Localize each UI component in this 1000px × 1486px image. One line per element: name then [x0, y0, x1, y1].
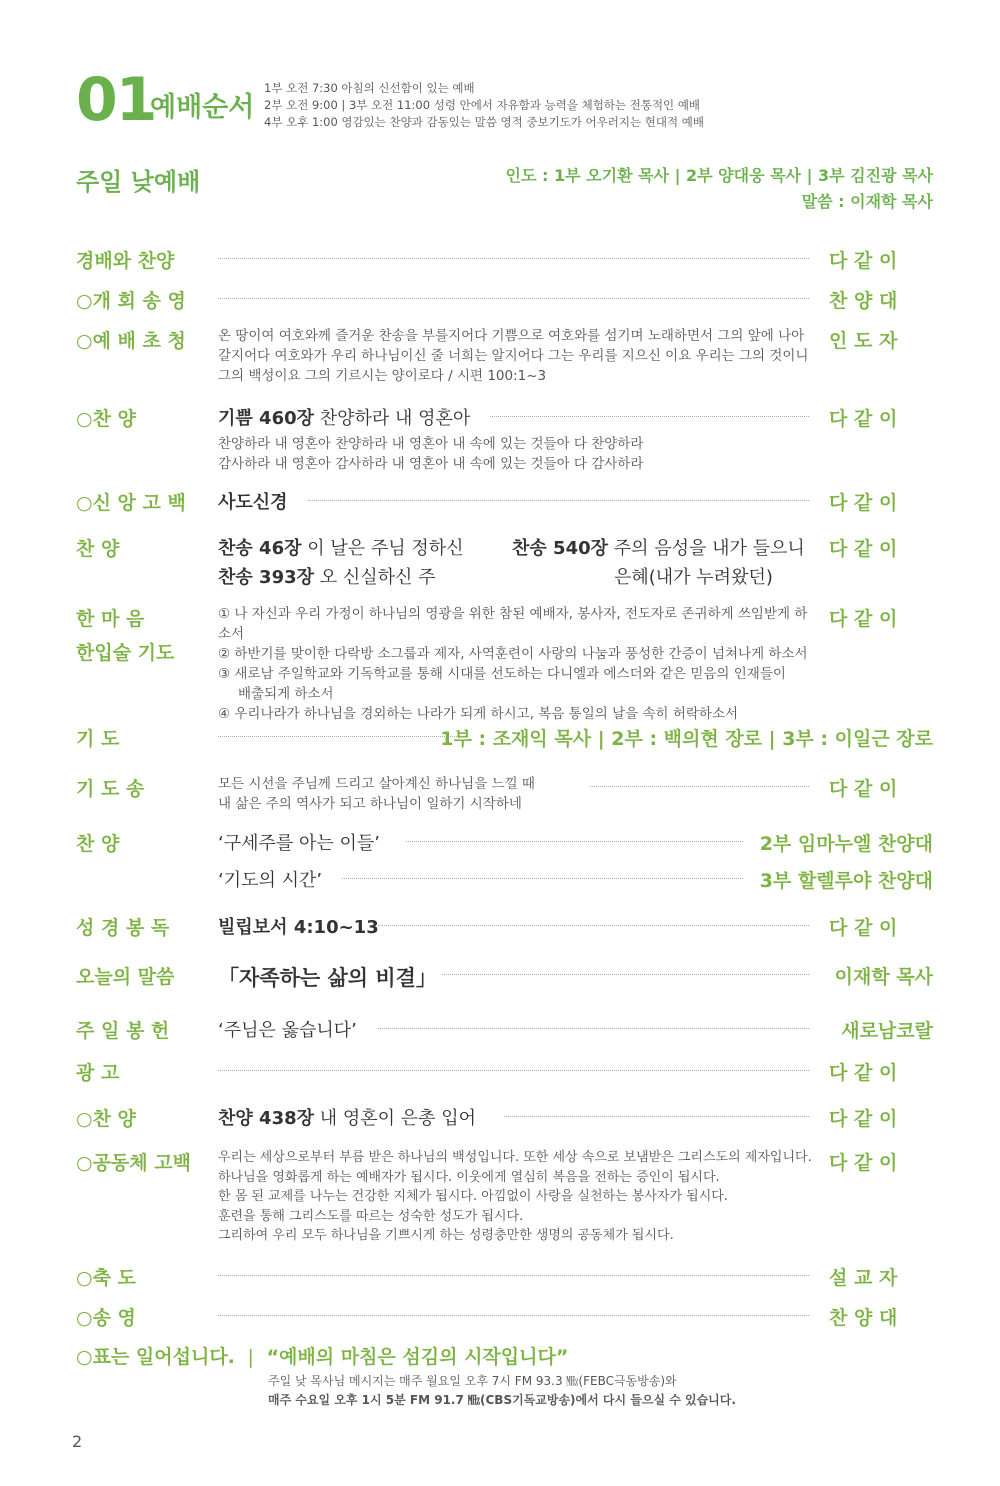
hymn-1: 찬송 46장 이 날은 주님 정하신 — [218, 538, 464, 559]
radio-notice — [268, 1372, 736, 1410]
row-responder: 설 교 자 — [829, 1267, 898, 1289]
row-label: 오늘의 말씀 — [76, 966, 175, 988]
closing-hymn: 찬양 438장 내 영혼이 은총 입어 — [218, 1108, 477, 1129]
row-responder: 이재학 목사 — [834, 966, 933, 988]
row-responder: 다 같 이 — [829, 538, 898, 560]
dotted-leader — [590, 786, 809, 787]
row-label: 성 경 봉 독 — [76, 917, 170, 939]
service-time-line: 2부 오전 9:00 | 3부 오전 11:00 성령 안에서 자유함과 능력을 체험하는 전통적인 예배 — [264, 98, 701, 112]
hymn-3: 찬송 540장 주의 음성을 내가 들으니 — [512, 538, 805, 559]
dotted-leader — [406, 841, 743, 842]
prayer-leaders: 1부 : 조재익 목사 | 2부 : 백의현 장로 | 3부 : 이일근 장로 — [440, 728, 933, 750]
row-responder: 다 같 이 — [829, 1062, 898, 1084]
service-time-line: 4부 오후 1:00 영감있는 찬양과 감동있는 말씀 영적 중보기도가 어우러지는 현대적 예배 — [264, 115, 704, 129]
row-responder: 다 같 이 — [829, 917, 898, 939]
leaders-guide: 인도 : 1부 오기환 목사 | 2부 양대웅 목사 | 3부 김진광 목사 — [505, 166, 933, 185]
prayer-item: 배출되게 하소서 — [238, 686, 334, 702]
row-responder: 찬 양 대 — [829, 1307, 898, 1329]
row-label: 경배와 찬양 — [76, 250, 175, 272]
row-responder: 다 같 이 — [829, 1152, 898, 1174]
row-label: ○찬 양 — [76, 408, 136, 430]
row-responder: 다 같 이 — [829, 408, 898, 430]
row-label: ○공동체 고백 — [76, 1152, 191, 1174]
hymn-title: 기쁨 460장 찬양하라 내 영혼아 — [218, 408, 471, 429]
scripture-reading: 빌립보서 4:10~13 — [218, 917, 379, 938]
community-confession: 우리는 세상으로부터 부름 받은 하나님의 백성입니다. 또한 세상 속으로 보냄받은 그리스도의 제자입니다. 하나님을 영화롭게 하는 예배자가 됩시다. 이웃에게 열심히 복음을 전하는 증인이 됩시다. 한 몸 된 교제를 나누는 건강한 지체가 됩시다. 아낌없이 사랑을 실천하는 봉사자가 됩시다. 훈련을 통해 그리스도를 따르는 성숙한 성도가 됩시다. 그리하여 우리 모두 하나님을 기쁘시게 하는 성령충만한 생명의 공동체가 됩시다. — [218, 1150, 812, 1243]
choir-song-1: ‘구세주를 아는 이들’ — [218, 833, 380, 854]
worship-title: 주일 낮예배 — [76, 168, 201, 196]
section-number: 01 — [76, 65, 156, 135]
row-responder: 새로남코랄 — [841, 1020, 933, 1042]
choir-1: 2부 임마누엘 찬양대 — [759, 833, 933, 855]
service-times — [264, 80, 704, 131]
row-responder: 다 같 이 — [829, 492, 898, 514]
offering-song: ‘주님은 옳습니다’ — [218, 1020, 357, 1041]
creed: 사도신경 — [218, 492, 288, 513]
row-responder: 다 같 이 — [829, 778, 898, 800]
choir-2: 3부 할렐루야 찬양대 — [759, 870, 933, 892]
choir-song-2: ‘기도의 시간’ — [218, 870, 323, 891]
hymn-lyrics: 찬양하라 내 영혼아 찬양하라 내 영혼아 내 속에 있는 것들아 다 찬양하라 감사하라 내 영혼아 감사하라 내 영혼아 내 속에 있는 것들아 다 감사하라 — [218, 436, 644, 472]
divider: | — [247, 1346, 254, 1368]
sermon-title: 「자족하는 삶의 비결」 — [218, 966, 437, 990]
dotted-leader — [218, 1275, 809, 1276]
page-number: 2 — [72, 1432, 83, 1451]
dotted-leader — [490, 416, 809, 417]
row-label: ○축 도 — [76, 1267, 136, 1289]
row-label: 기 도 — [76, 728, 120, 750]
row-responder: 다 같 이 — [829, 608, 898, 630]
radio-line: 주일 낮 목사님 메시지는 매주 월요일 오후 7시 FM 93.3 ㎒(FEBC극동방송)와 — [268, 1374, 677, 1388]
call-to-worship-text: 온 땅이여 여호와께 즐거운 찬송을 부를지어다 기쁨으로 여호와를 섬기며 노래하면서 그의 앞에 나아갈지어다 여호와가 우리 하나님이신 줄 너희는 알지어다 그는 우리를 지으신 이요 우리는 그의 것이니 그의 백성이요 그의 기르시는 양이로다 / 시편 100:1~3 — [218, 328, 809, 384]
dotted-leader — [218, 1070, 809, 1071]
dotted-leader — [308, 500, 809, 501]
radio-line: 매주 수요일 오후 1시 5분 FM 91.7 ㎒(CBS기독교방송)에서 다시 들으실 수 있습니다. — [268, 1393, 736, 1407]
prayer-item: ② 하반기를 맞이한 다락방 소그룹과 제자, 사역훈련이 사랑의 나눔과 풍성한 간증이 넘쳐나게 하소서 — [218, 646, 808, 662]
prayer-item: ① 나 자신과 우리 가정이 하나님의 영광을 위한 참된 예배자, 봉사자, 전도자로 존귀하게 쓰임받게 하소서 — [218, 606, 808, 642]
service-time-line: 1부 오전 7:30 아침의 신선함이 있는 예배 — [264, 81, 475, 95]
row-label: 한 마 음 — [76, 608, 145, 630]
row-label: 한입술 기도 — [76, 642, 175, 664]
row-label: 찬 양 — [76, 538, 120, 560]
row-label: 광 고 — [76, 1062, 120, 1084]
dotted-leader — [342, 878, 743, 879]
row-label: ○개 회 송 영 — [76, 290, 186, 312]
dotted-leader — [378, 1028, 809, 1029]
closing-line — [76, 1342, 568, 1369]
stand-note: ○표는 일어섭니다. — [76, 1346, 235, 1368]
dotted-leader — [442, 974, 809, 975]
row-label: 찬 양 — [76, 833, 120, 855]
dotted-leader — [218, 298, 809, 299]
leaders-sermon: 말씀 : 이재학 목사 — [801, 192, 933, 211]
row-label: 기 도 송 — [76, 778, 145, 800]
row-responder: 다 같 이 — [829, 1108, 898, 1130]
prayer-item: ③ 새로남 주일학교와 기독학교를 통해 시대를 선도하는 다니엘과 에스더와 같은 믿음의 인재들이 — [218, 666, 786, 682]
prayer-item: ④ 우리나라가 하나님을 경외하는 나라가 되게 하시고, 복음 통일의 날을 속히 허락하소서 — [218, 706, 739, 722]
row-responder: 다 같 이 — [829, 250, 898, 272]
row-label: ○송 영 — [76, 1307, 136, 1329]
row-label: ○예 배 초 청 — [76, 330, 186, 352]
dotted-leader — [218, 1315, 809, 1316]
prayer-list — [218, 604, 818, 724]
dotted-leader — [218, 736, 461, 737]
row-responder: 인 도 자 — [829, 330, 898, 352]
row-label: ○찬 양 — [76, 1108, 136, 1130]
hymn-3-cont: 은혜(내가 누려왔던) — [614, 567, 773, 588]
dotted-leader — [504, 1116, 809, 1117]
hymn-2: 찬송 393장 오 신실하신 주 — [218, 567, 436, 588]
closing-quote: “예배의 마침은 섬김의 시작입니다” — [266, 1346, 569, 1368]
section-title: 예배순서 — [150, 92, 255, 123]
row-responder: 찬 양 대 — [829, 290, 898, 312]
row-label: ○신 앙 고 백 — [76, 492, 186, 514]
dotted-leader — [378, 925, 809, 926]
row-label: 주 일 봉 헌 — [76, 1020, 170, 1042]
prayer-song-lyrics: 모든 시선을 주님께 드리고 살아계신 하나님을 느낄 때 내 삶은 주의 역사가 되고 하나님이 일하기 시작하네 — [218, 776, 535, 812]
dotted-leader — [218, 258, 809, 259]
